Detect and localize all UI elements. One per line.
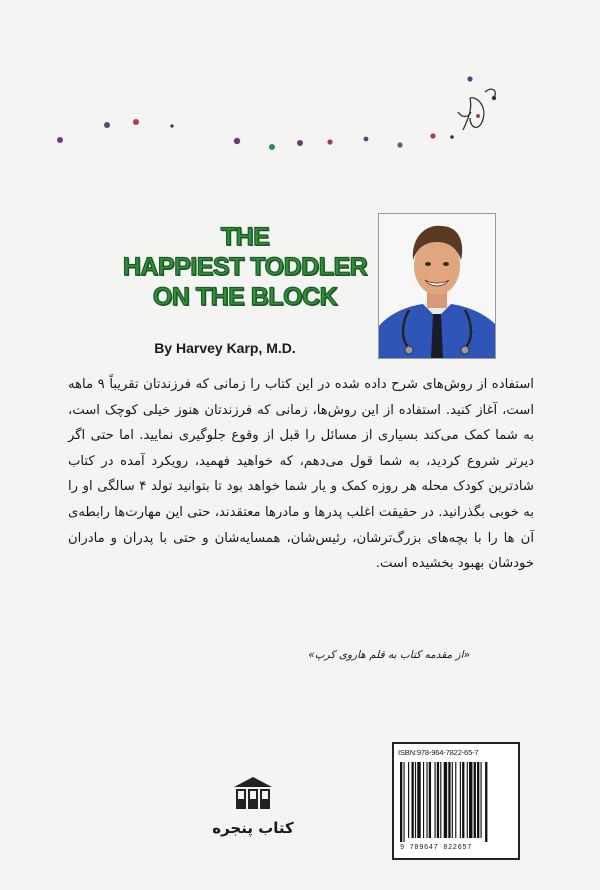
back-cover-blurb: استفاده از روش‌های شرح داده شده در این کتاب را زمانی که فرزندتان تقریباً ۹ ماهه است، آغاز کنید. استفاده از این روش‌ها، زمانی که فرزندتان هنوز خیلی کوچک است، به شما کمک می‌کند بسیاری از مسائل را قبل از وقوع جلوگیری نمایید. اما حتی اگر دیرتر شروع کردید، به شما قول می‌دهم، که خواهید فهمید، رویکرد آمده در کتاب شادترین کودک محله هر روزه کمک و یار شما خواهد بود تا بتوانید تولد ۴ سالگی او را به خوبی بگذرانید. در حقیقت اغلب پدرها و مادرها معتقدند، حتی این مهارت‌ها رابطه‌ی آن ها را با بچه‌های بزرگ‌ترشان، رئیس‌شان، همسایه‌شان و حتی با پدران و مادران خودشان بهبود بخشیده است. xyxy=(68,377,534,572)
blurb-source: «از مقدمه کتاب به قلم هاروی کرپ» xyxy=(308,649,470,661)
publisher-name: کتاب پنجره xyxy=(212,819,294,837)
barcode-digits: 9 789647 822657 xyxy=(400,844,473,852)
title-line-1: THE xyxy=(220,223,270,251)
window-icon xyxy=(230,775,276,811)
publisher-logo xyxy=(208,775,298,837)
barcode-bars xyxy=(398,762,514,844)
title-line-2: HAPPIEST TODDLER xyxy=(122,253,368,281)
decorative-dots-doodle xyxy=(0,0,600,170)
isbn-text: ISBN:978-964-7822-65-7 xyxy=(398,748,479,757)
book-title xyxy=(120,222,370,312)
author-line: By Harvey Karp, M.D. xyxy=(154,340,296,356)
author-photo xyxy=(378,213,496,359)
title-line-3: ON THE BLOCK xyxy=(152,283,338,311)
barcode-panel xyxy=(392,742,520,860)
